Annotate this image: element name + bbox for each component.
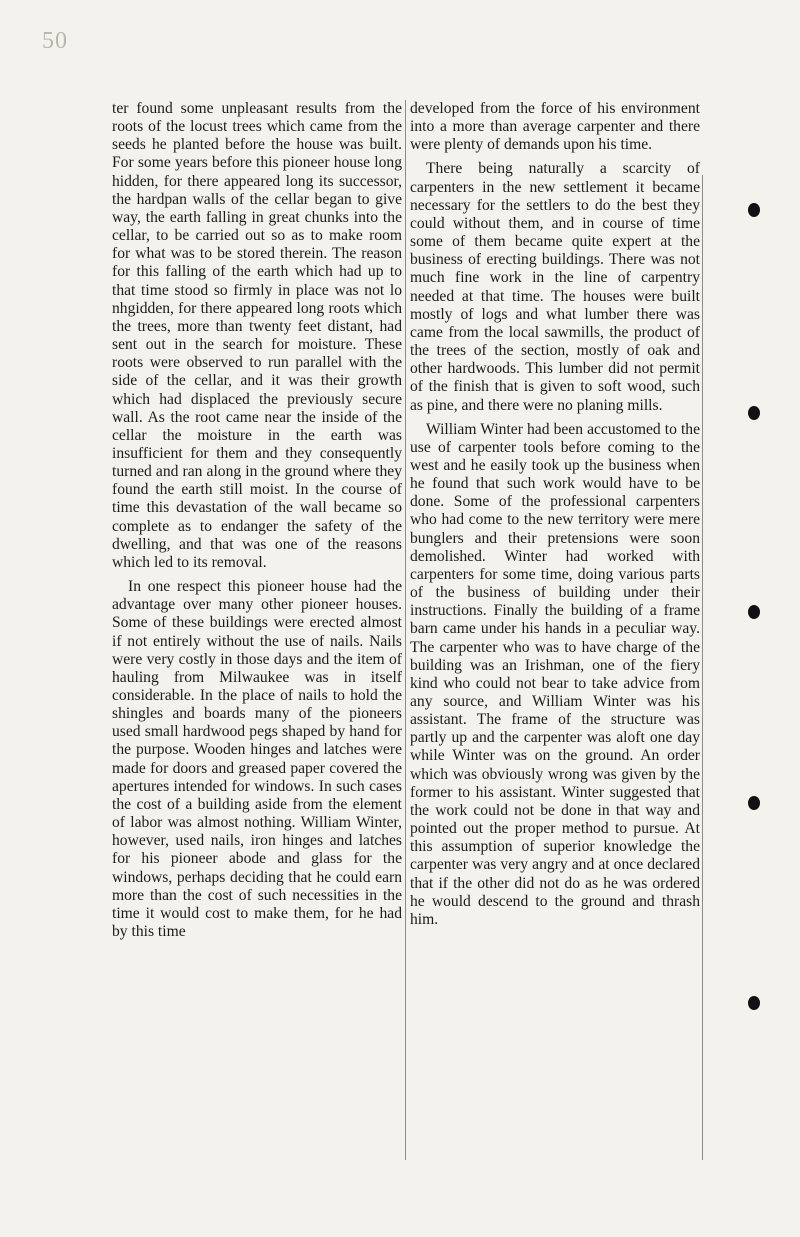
right-border (702, 175, 703, 1160)
right-column (410, 100, 700, 929)
binding-hole-mark (748, 605, 760, 619)
page-number: 50 (42, 28, 68, 54)
right-paragraph-1: developed from the force of his environment into a more than average carpenter and there were plenty of demands upon his time. (410, 100, 700, 154)
left-column (112, 100, 402, 941)
binding-hole-mark (748, 203, 760, 217)
right-paragraph-2: There being naturally a scarcity of carpenters in the new settlement it became necessary for the settlers to do the best they could without them, and in course of time some of them became quite expert at the business of erecting buildings. There was not much fine work in the line of carpentry needed at that time. The houses were built mostly of logs and what lumber there was came from the local sawmills, the product of the trees of the section, mostly of oak and other hardwoods. This lumber did not permit of the finish that is given to soft wood, such as pine, and there were no planing mills. (410, 160, 700, 414)
left-paragraph-1: ter found some unpleasant results from the roots of the locust trees which came from the seeds he planted before the house was built. For some years before this pioneer house long hidden, for there appeared long its successor, the hardpan walls of the cellar began to give way, the earth falling in great chunks into the cellar, to be carried out so as to make room for what was to be stored therein. The reason for this falling of the earth which had up to that time stood so firmly in place was not lo nhgidden, for there appeared long roots which the trees, more than twenty feet distant, had sent out in the search for moisture. These roots were observed to run parallel with the side of the cellar, and it was their growth which had displaced the previously secure wall. As the root came near the inside of the cellar the moisture in the earth was insufficient for them and they consequently turned and ran along in the ground where they found the earth still moist. In the course of time this devastation of the wall became so complete as to endanger the safety of the dwelling, and that was one of the reasons which led to its removal. (112, 100, 402, 571)
left-paragraph-2: In one respect this pioneer house had the advantage over many other pioneer houses. Some of these buildings were erected almost if not entirely without the use of nails. Nails were very costly in those days and the item of hauling from Milwaukee was in itself considerable. In the place of nails to hold the shingles and boards many of the pioneers used small hardwood pegs shaped by hand for the purpose. Wooden hinges and latches were made for doors and greased paper covered the apertures intended for windows. In such cases the cost of a building aside from the element of labor was almost nothing. William Winter, however, used nails, iron hinges and latches for his pioneer abode and glass for the windows, perhaps deciding that he could earn more than the cost of such necessities in the time it would cost to make them, for he had by this time (112, 578, 402, 941)
binding-hole-mark (748, 796, 760, 810)
binding-hole-mark (748, 996, 760, 1010)
binding-hole-mark (748, 406, 760, 420)
right-paragraph-3: William Winter had been accustomed to the use of carpenter tools before coming to the west and he easily took up the business when he found that such work would have to be done. Some of the professional carpenters who had come to the new territory were mere bunglers and their pretensions were soon demolished. Winter had worked with carpenters for some time, doing various parts of the business of building under their instructions. Finally the building of a frame barn came under his hands in a peculiar way. The carpenter who was to have charge of the building was an Irishman, one of the fiery kind who could not bear to take advice from any source, and William Winter was his assistant. The frame of the structure was partly up and the carpenter was aloft one day while Winter was on the ground. An order which was obviously wrong was given by the former to his assistant. Winter suggested that the work could not be done in that way and pointed out the proper method to pursue. At this assumption of superior knowledge the carpenter was very angry and at once declared that if the other did not do as he was ordered he would descend to the ground and thrash him. (410, 420, 700, 928)
column-divider (405, 100, 406, 1160)
